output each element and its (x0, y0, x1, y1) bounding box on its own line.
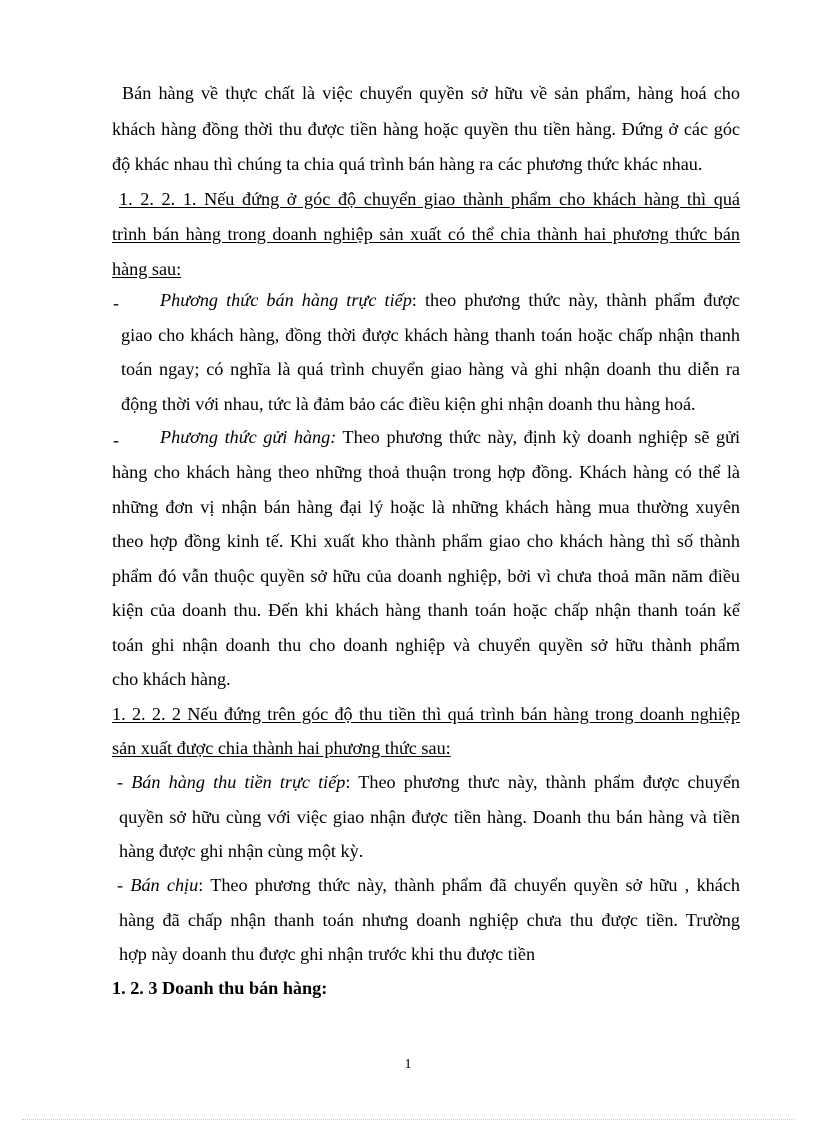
paragraph-1-line-2: khách hàng đồng thời thu được tiền hàng hoặc quyền thu tiền hàng. Đứng ở các góc (112, 119, 740, 139)
item-gui-hang-rest: Theo phương thức này, định kỳ doanh nghiệp sẽ gửi (336, 427, 741, 447)
item-thu-tien-line-3: hàng được ghi nhận cùng một kỳ. (119, 841, 364, 861)
item-ban-chiu-prefix: - (117, 875, 131, 895)
item-gui-hang-line-8: cho khách hàng. (112, 669, 231, 689)
item-ban-chiu-term: Bán chịu (130, 875, 199, 895)
item-ban-chiu-line-1 (117, 874, 740, 896)
heading-123: 1. 2. 3 Doanh thu bán hàng: (112, 978, 328, 998)
item-thu-tien-rest: : Theo phương thưc này, thành phẩm được chuyển (345, 772, 740, 792)
heading-1222-line-2: sản xuất được chia thành hai phương thức sau: (112, 738, 451, 758)
item-ban-chiu-line-2: hàng đã chấp nhận thanh toán nhưng doanh nghiệp chưa thu được tiền. Trường (119, 910, 740, 930)
heading-1221-line-3: hàng sau: (112, 259, 182, 279)
item-thu-tien-line-2: quyền sở hữu cùng với việc giao nhận được tiền hàng. Doanh thu bán hàng và tiền (119, 807, 740, 827)
item-truc-tiep-line-3: toán ngay; có nghĩa là quá trình chuyển giao hàng và ghi nhận doanh thu diễn ra (121, 359, 740, 379)
heading-1222-line-1: 1. 2. 2. 2 Nếu đứng trên góc độ thu tiền thì quá trình bán hàng trong doanh nghiệp (112, 704, 740, 724)
item-gui-hang-line-4: theo hợp đồng kinh tế. Khi xuất kho thành phẩm giao cho khách hàng thì số thành (112, 531, 740, 551)
page-number: 1 (404, 1057, 412, 1072)
item-truc-tiep-term: Phương thức bán hàng trực tiếp (160, 290, 412, 310)
item-gui-hang-line-2: hàng cho khách hàng theo những thoả thuận trong hợp đồng. Khách hàng có thể là (112, 462, 740, 482)
item-gui-hang-line-1 (160, 426, 740, 448)
item-truc-tiep-line-2: giao cho khách hàng, đồng thời được khách hàng thanh toán hoặc chấp nhận thanh (121, 325, 740, 345)
paragraph-1-line-3: độ khác nhau thì chúng ta chia quá trình bán hàng ra các phương thức khác nhau. (112, 154, 703, 174)
bullet-dash: - (113, 430, 119, 450)
item-thu-tien-prefix: - (117, 772, 132, 792)
item-thu-tien-line-1 (117, 771, 740, 793)
bullet-dash: - (113, 293, 119, 313)
item-gui-hang-line-3: những đơn vị nhận bán hàng đại lý hoặc là những khách hàng mua thường xuyên (112, 497, 740, 517)
item-gui-hang-term: Phương thức gửi hàng: (160, 427, 337, 447)
item-truc-tiep-rest: : theo phương thức này, thành phẩm được (411, 290, 740, 310)
item-ban-chiu-line-3: hợp này doanh thu được ghi nhận trước khi thu được tiền (119, 944, 536, 964)
item-ban-chiu-rest: : Theo phương thức này, thành phẩm đã chuyển quyền sở hữu , khách (198, 875, 740, 895)
item-gui-hang-line-5: phẩm đó vẫn thuộc quyền sở hữu của doanh nghiệp, bởi vì chưa thoả mãn năm điều (112, 566, 740, 586)
item-gui-hang-line-6: kiện của doanh thu. Đến khi khách hàng thanh toán hoặc chấp nhận thanh toán kế (112, 600, 740, 620)
item-thu-tien-term: Bán hàng thu tiền trực tiếp (131, 772, 346, 792)
item-truc-tiep-line-1 (160, 289, 740, 311)
page-bottom-rule (22, 1119, 794, 1120)
heading-1221-line-1: 1. 2. 2. 1. Nếu đứng ở góc độ chuyển giao thành phẩm cho khách hàng thì quá (119, 189, 740, 209)
item-truc-tiep-line-4: động thời với nhau, tức là đảm bảo các điều kiện ghi nhận doanh thu hàng hoá. (121, 394, 696, 414)
heading-1221-line-2: trình bán hàng trong doanh nghiệp sản xuất có thể chia thành hai phương thức bán (112, 224, 740, 244)
paragraph-1-line-1: Bán hàng về thực chất là việc chuyển quyền sở hữu về sản phẩm, hàng hoá cho (122, 83, 740, 103)
item-gui-hang-line-7: toán ghi nhận doanh thu cho doanh nghiệp và chuyển quyền sở hữu thành phẩm (112, 635, 740, 655)
